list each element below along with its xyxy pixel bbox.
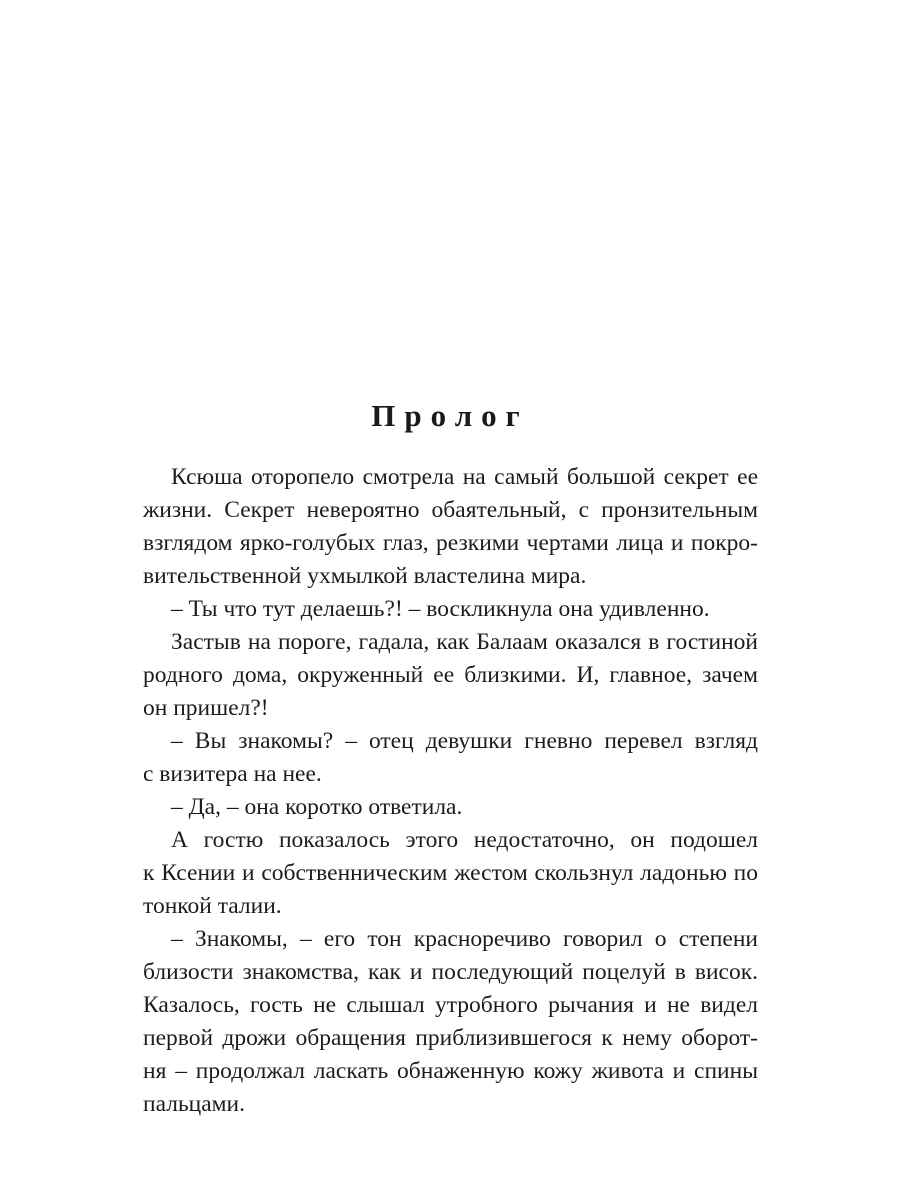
text-line: первой дрожи обращения приблизившегося к нему оборот- <box>143 1025 758 1051</box>
text-line: – Вы знакомы? – отец девушки гневно перевел взгляд <box>171 728 758 754</box>
text-line: – Да, – она коротко ответила. <box>171 794 463 820</box>
text-line: Казалось, гость не слышал утробного рычания и не видел <box>143 992 758 1018</box>
text-line: жизни. Секрет невероятно обаятельный, с пронзительным <box>143 497 758 523</box>
text-line: А гостю показалось этого недостаточно, он подошел <box>171 827 758 853</box>
text-line: Ксюша оторопело смотрела на самый большой секрет ее <box>171 464 758 490</box>
text-line: пальцами. <box>143 1091 245 1117</box>
text-line: он пришел?! <box>143 695 269 721</box>
text-line: с визитера на нее. <box>143 761 322 787</box>
text-line: близости знакомства, как и последующий поцелуй в висок. <box>143 959 758 985</box>
chapter-body <box>143 461 758 1121</box>
chapter-title: Пролог <box>371 398 529 433</box>
text-line: – Ты что тут делаешь?! – воскликнула она удивленно. <box>171 596 710 622</box>
text-line: взглядом ярко-голубых глаз, резкими чертами лица и покро- <box>143 530 758 556</box>
text-line: родного дома, окруженный ее близкими. И, главное, зачем <box>143 662 758 688</box>
text-line: к Ксении и собственническим жестом скользнул ладонью по <box>143 860 758 886</box>
text-line: тонкой талии. <box>143 893 282 919</box>
text-line: Застыв на пороге, гадала, как Балаам оказался в гостиной <box>171 629 758 655</box>
text-line: ня – продолжал ласкать обнаженную кожу живота и спины <box>143 1058 758 1084</box>
text-line: вительственной ухмылкой властелина мира. <box>143 563 587 589</box>
text-line: – Знакомы, – его тон красноречиво говорил о степени <box>171 926 758 952</box>
